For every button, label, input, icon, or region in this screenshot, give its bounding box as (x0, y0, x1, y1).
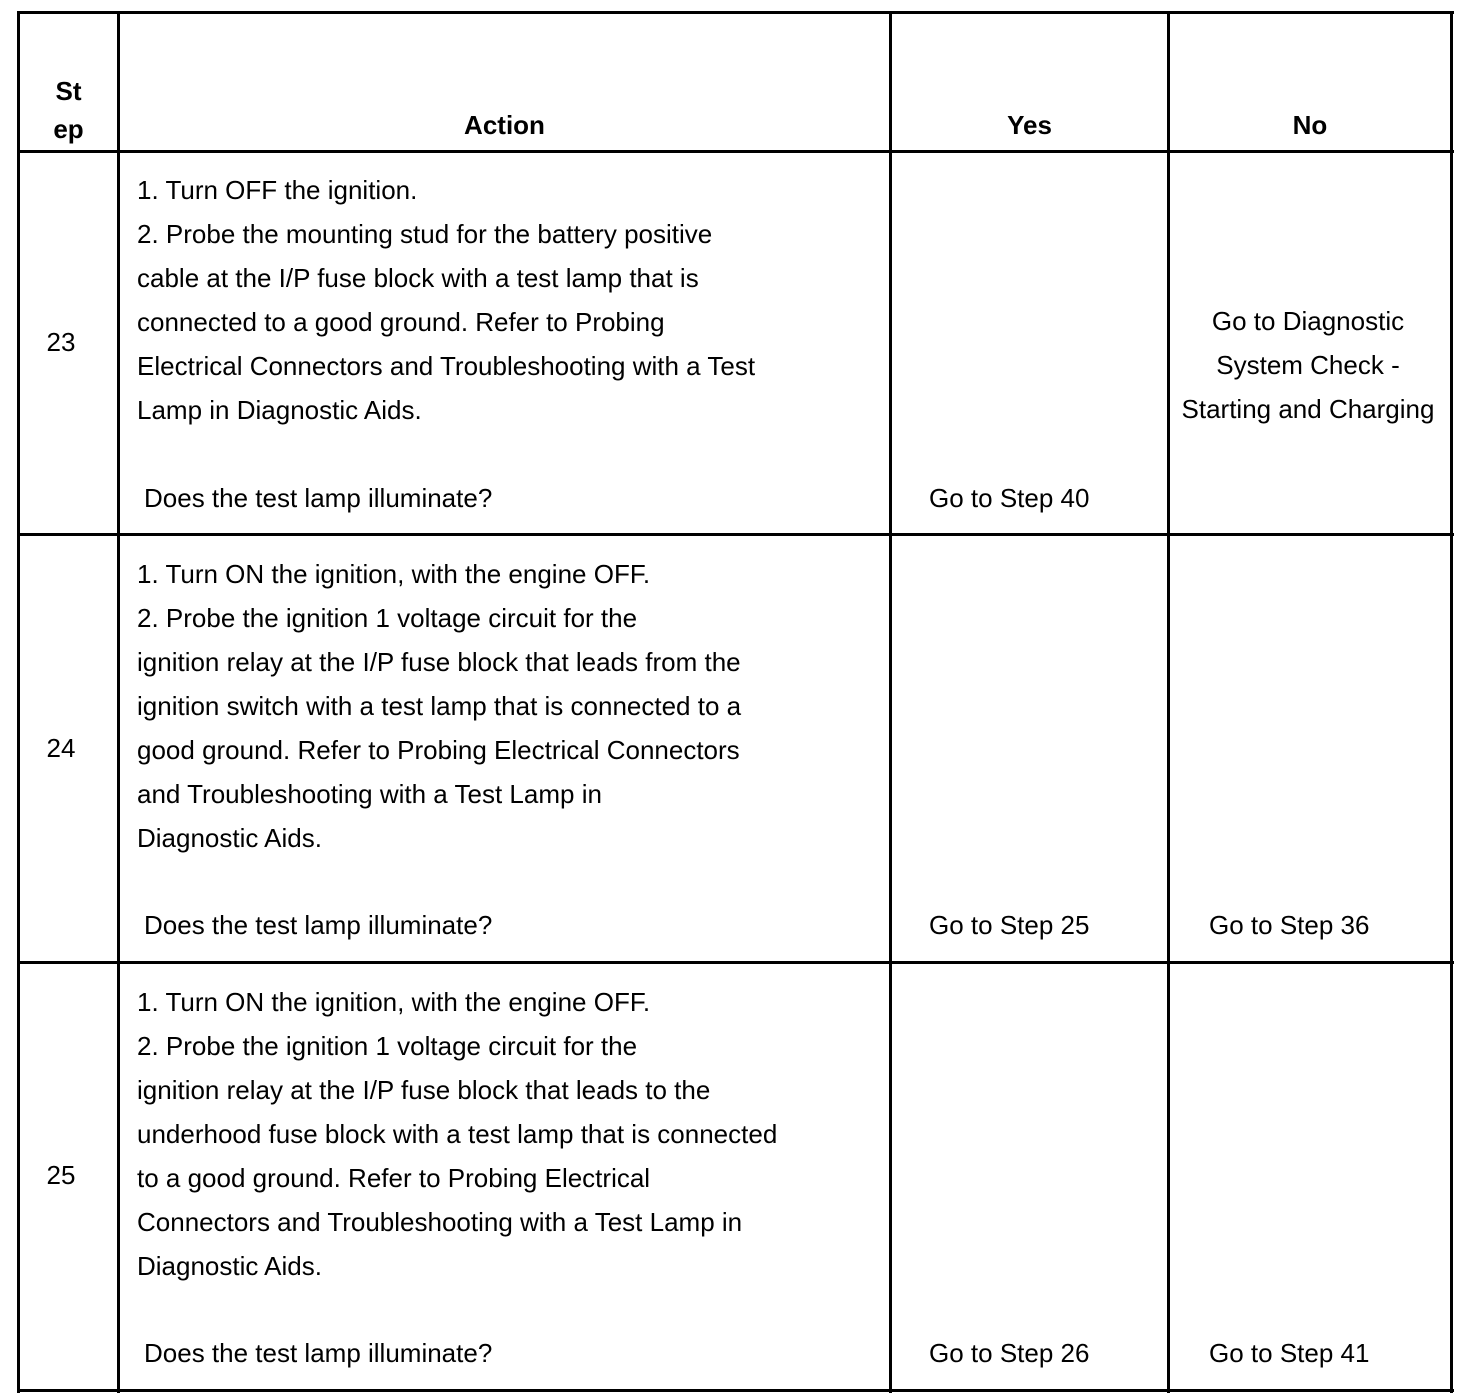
action-line: ignition relay at the I/P fuse block that leads to the (137, 1075, 711, 1105)
action-line: connected to a good ground. Refer to Probing (137, 307, 665, 337)
action-line: 1. Turn ON the ignition, with the engine OFF. (137, 559, 651, 589)
action-line: ignition switch with a test lamp that is connected to a (137, 691, 742, 721)
action-line: 1. Turn ON the ignition, with the engine OFF. (137, 987, 651, 1017)
table-border-top (17, 11, 1454, 14)
no-answer-line: Go to Diagnostic (1211, 306, 1405, 336)
no-answer (1170, 299, 1446, 431)
row-divider (17, 961, 1454, 964)
action-line: 2. Probe the mounting stud for the battery positive (137, 219, 713, 249)
action-line: Lamp in Diagnostic Aids. (137, 395, 422, 425)
action-line: Diagnostic Aids. (137, 823, 322, 853)
yes-answer: Go to Step 25 (929, 910, 1090, 940)
action-line: Diagnostic Aids. (137, 1251, 322, 1281)
row-divider (17, 533, 1454, 536)
header-step (20, 72, 117, 148)
action-line: and Troubleshooting with a Test Lamp in (137, 779, 602, 809)
no-answer: Go to Step 41 (1209, 1338, 1370, 1368)
column-divider (1167, 11, 1170, 1393)
action-steps (137, 552, 741, 860)
header-no: No (1292, 110, 1328, 140)
action-line: cable at the I/P fuse block with a test lamp that is (137, 263, 699, 293)
step-number: 24 (46, 733, 76, 763)
header-action: Action (464, 110, 545, 140)
step-number: 25 (46, 1160, 76, 1190)
question: Does the test lamp illuminate? (144, 910, 493, 940)
action-line: ignition relay at the I/P fuse block that leads from the (137, 647, 741, 677)
column-divider (889, 11, 892, 1393)
action-steps (137, 980, 777, 1288)
header-step-line1: St (55, 76, 82, 106)
no-answer-line: Starting and Charging (1181, 394, 1435, 424)
header-divider (17, 150, 1454, 153)
action-line: Electrical Connectors and Troubleshooting with a Test (137, 351, 756, 381)
yes-answer: Go to Step 40 (929, 483, 1090, 513)
yes-answer: Go to Step 26 (929, 1338, 1090, 1368)
no-answer: Go to Step 36 (1209, 910, 1370, 940)
action-steps (137, 168, 755, 432)
header-yes: Yes (1007, 110, 1052, 140)
action-line: Connectors and Troubleshooting with a Test Lamp in (137, 1207, 743, 1237)
action-line: 2. Probe the ignition 1 voltage circuit for the (137, 1031, 638, 1061)
table-border-bottom (17, 1389, 1454, 1392)
table-border-right (1450, 11, 1453, 1393)
question: Does the test lamp illuminate? (144, 483, 493, 513)
step-number: 23 (46, 327, 76, 357)
action-line: good ground. Refer to Probing Electrical Connectors (137, 735, 740, 765)
no-answer-line: System Check - (1216, 350, 1400, 380)
header-step-line2: ep (53, 114, 84, 144)
column-divider (117, 11, 120, 1393)
action-line: 1. Turn OFF the ignition. (137, 175, 418, 205)
action-line: to a good ground. Refer to Probing Electrical (137, 1163, 651, 1193)
question: Does the test lamp illuminate? (144, 1338, 493, 1368)
action-line: 2. Probe the ignition 1 voltage circuit for the (137, 603, 638, 633)
action-line: underhood fuse block with a test lamp that is connected (137, 1119, 778, 1149)
